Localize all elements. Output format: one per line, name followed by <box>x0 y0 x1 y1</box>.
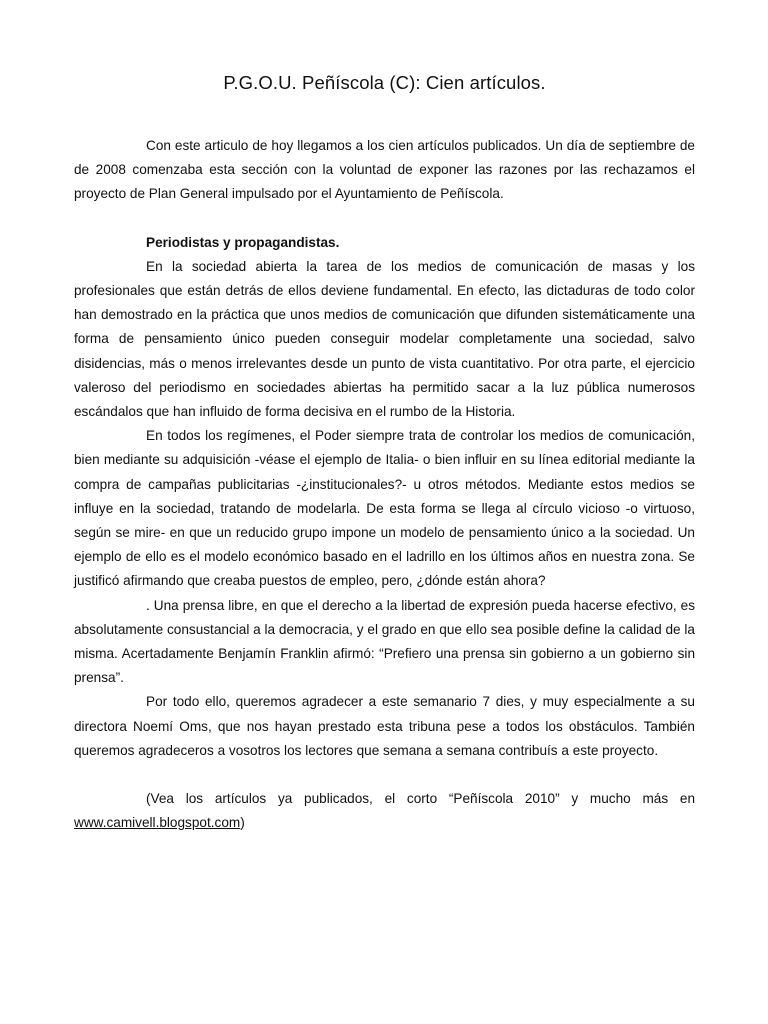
closing-end: ) <box>240 815 245 831</box>
body-paragraph-4: Por todo ello, queremos agradecer a este semanario 7 dies, y muy especialmente a su directora Noemí Oms, que nos hayan prestado esta tribuna pese a todos los obstáculos. También queremos agradeceros a vosotros los lectores que semana a semana contribuís a este proyecto. <box>74 694 695 758</box>
body-paragraph-1: En la sociedad abierta la tarea de los medios de comunicación de masas y los profesionales que están detrás de ellos deviene fundamental. En efecto, las dictaduras de todo color han demostrado en la práctica que unos medios de comunicación que difunden sistemáticamente una forma de pensamiento único pueden conseguir modelar completamente una sociedad, salvo disidencias, más o menos irrelevantes desde un punto de vista cuantitativo. Por otra parte, el ejercicio valeroso del periodismo en sociedades abiertas ha permitido sacar a la luz pública numerosos escándalos que han influido de forma decisiva en el rumbo de la Historia. <box>74 258 695 420</box>
closing-paragraph <box>74 787 695 835</box>
document-title: P.G.O.U. Peñíscola (C): Cien artículos. <box>223 72 546 93</box>
body-paragraph-2: En todos los regímenes, el Poder siempre trata de controlar los medios de comunicación, bien mediante su adquisición -véase el ejemplo de Italia- o bien influir en su línea editorial mediante la compra de campañas publicitarias -¿institucionales?- u otros métodos. Mediante estos medios se influye en la sociedad, tratando de modelarla. De esta forma se llega al círculo vicioso -o virtuoso, según se mire- en que un reducido grupo impone un modelo de pensamiento único a la sociedad. Un ejemplo de ello es el modelo económico basado en el ladrillo en los últimos años en nuestra zona. Se justificó afirmando que creaba puestos de empleo, pero, ¿dónde están ahora? <box>74 428 695 589</box>
document-page <box>74 72 695 835</box>
paragraph-gap <box>74 763 695 787</box>
intro-paragraph: Con este articulo de hoy llegamos a los cien artículos publicados. Un día de septiembre de de 2008 comenzaba esta sección con la voluntad de exponer las razones por las rechazamos el proyecto de Plan General impulsado por el Ayuntamiento de Peñíscola. <box>74 138 695 202</box>
paragraph-gap <box>74 207 695 231</box>
closing-text: (Vea los artículos ya publicados, el corto “Peñíscola 2010” y mucho más en <box>146 791 695 807</box>
body-paragraph-3: . Una prensa libre, en que el derecho a la libertad de expresión pueda hacerse efectivo, es absolutamente consustancial a la democracia, y el grado en que ello sea posible define la calidad de la misma. Acertadamente Benjamín Franklin afirmó: “Prefiero una prensa sin gobierno a un gobierno sin prensa”. <box>74 597 695 686</box>
section-heading: Periodistas y propagandistas. <box>146 234 340 250</box>
blog-link[interactable]: www.camivell.blogspot.com <box>74 815 241 831</box>
